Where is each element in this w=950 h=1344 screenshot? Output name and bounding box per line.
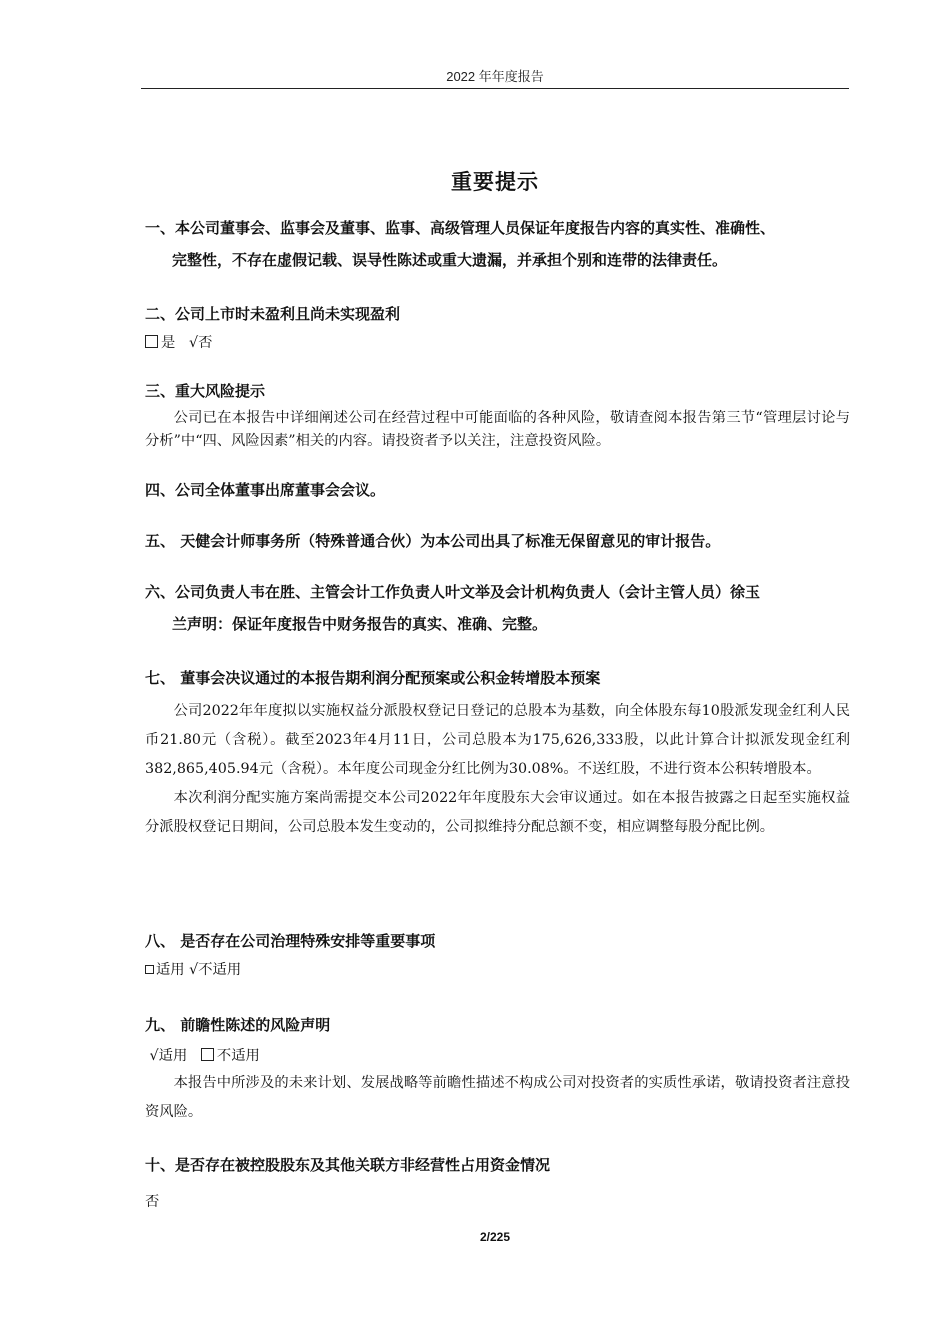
option-apply-label: 适用 — [158, 1048, 188, 1064]
unchecked-box-icon — [201, 1048, 214, 1061]
section-2-heading: 二、公司上市时未盈利且尚未实现盈利 — [145, 305, 401, 323]
section-8-options — [145, 957, 865, 983]
section-1 — [145, 212, 865, 276]
section-7 — [145, 662, 865, 842]
check-mark-icon: √ — [188, 335, 199, 351]
section-7-heading: 七、 董事会决议通过的本报告期利润分配预案或公积金转增股本预案 — [145, 669, 601, 687]
unchecked-box-icon — [145, 335, 158, 348]
section-9-options — [145, 1043, 865, 1069]
option-apply-label: 适用 — [156, 962, 185, 978]
check-mark-icon: √ — [149, 1048, 159, 1064]
section-1-line2: 完整性，不存在虚假记载、误导性陈述或重大遗漏，并承担个别和连带的法律责任。 — [172, 251, 728, 269]
section-9 — [145, 1009, 865, 1127]
header-divider — [141, 88, 849, 89]
section-7-para-2: 本次利润分配实施方案尚需提交本公司2022年年度股东大会审议通过。如在本报告披露之日起至实施权益分派股权登记日期间，公司总股本发生变动的，公司拟维持分配总额不变，相应调整每股分配比例。 — [145, 790, 850, 835]
section-2-options — [145, 330, 865, 356]
section-10-heading: 十、是否存在被控股股东及其他关联方非经营性占用资金情况 — [145, 1156, 551, 1174]
section-10 — [145, 1149, 865, 1215]
section-5-heading: 五、 天健会计师事务所（特殊普通合伙）为本公司出具了标准无保留意见的审计报告。 — [145, 532, 721, 550]
section-9-body: 本报告中所涉及的未来计划、发展战略等前瞻性描述不构成公司对投资者的实质性承诺，敬请投资者注意投资风险。 — [145, 1075, 850, 1120]
section-7-para-1: 公司2022年年度拟以实施权益分派股权登记日登记的总股本为基数，向全体股东每10股派发现金红利人民币21.80元（含税）。截至2023年4月11日，公司总股本为175,626,333股，以此计算合计拟派发现金红利382,865,405.94元（含税）。本年度公司现金分红比例为30.08%。不送红股，不进行资本公积转增股本。 — [145, 703, 850, 777]
option-not-apply-label: 不适用 — [216, 1048, 260, 1064]
page-number: 2/225 — [479, 1230, 511, 1244]
section-4-heading: 四、公司全体董事出席董事会会议。 — [145, 481, 386, 499]
option-yes-label: 是 — [161, 335, 176, 351]
section-6-line2: 兰声明：保证年度报告中财务报告的真实、准确、完整。 — [172, 615, 548, 633]
section-2 — [145, 298, 865, 356]
option-not-apply-label: 不适用 — [198, 962, 242, 978]
unchecked-box-icon — [145, 965, 154, 974]
section-8-heading: 八、 是否存在公司治理特殊安排等重要事项 — [145, 932, 436, 950]
section-4 — [145, 474, 865, 506]
check-mark-icon: √ — [189, 962, 199, 978]
section-8 — [145, 925, 865, 983]
section-1-line1: 一、本公司董事会、监事会及董事、监事、高级管理人员保证年度报告内容的真实性、准确性、 — [145, 219, 776, 237]
section-6-heading — [145, 576, 865, 640]
section-5 — [145, 525, 865, 557]
section-3-body: 公司已在本报告中详细阐述公司在经营过程中可能面临的各种风险，敬请查阅本报告第三节“管理层讨论与分析”中“四、风险因素”相关的内容。请投资者予以关注，注意投资风险。 — [145, 410, 850, 449]
section-1-heading — [145, 212, 865, 276]
section-9-heading: 九、 前瞻性陈述的风险声明 — [145, 1016, 331, 1034]
section-3-heading: 三、重大风险提示 — [145, 382, 266, 400]
option-no-label: 否 — [198, 335, 213, 351]
section-6 — [145, 576, 865, 640]
section-3 — [145, 375, 865, 453]
section-6-line1: 六、公司负责人韦在胜、主管会计工作负责人叶文举及会计机构负责人（会计主管人员）徐玉 — [145, 583, 761, 601]
running-header: 2022 年年度报告 — [446, 69, 544, 84]
section-10-answer: 否 — [145, 1194, 160, 1210]
page-title: 重要提示 — [451, 170, 539, 194]
